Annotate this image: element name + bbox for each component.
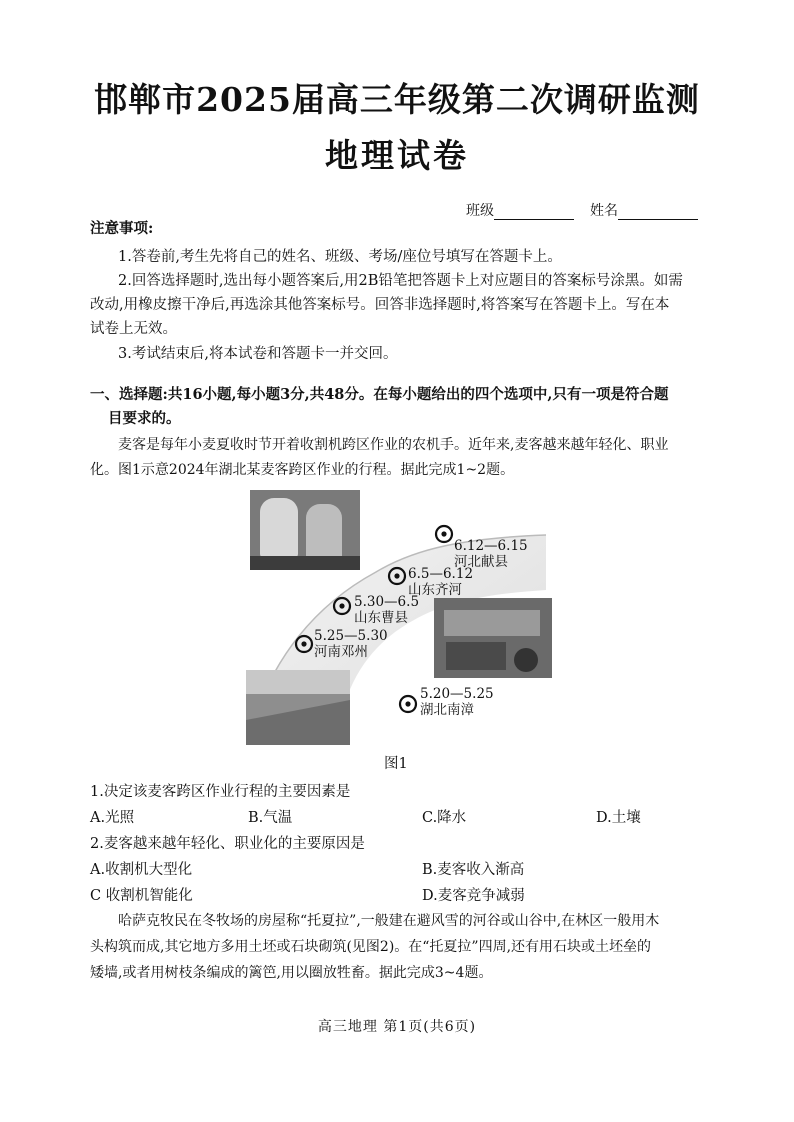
question-option: C 收割机智能化 <box>90 888 193 904</box>
question-stem: 1.决定该麦客跨区作业行程的主要因素是 <box>90 784 351 800</box>
exam-subject: 地理试卷 <box>325 136 469 175</box>
name-blank <box>618 205 698 220</box>
question-option: B.气温 <box>248 810 293 826</box>
name-field <box>590 200 698 220</box>
stop-label: 6.5—6.12 山东齐河 <box>408 566 474 598</box>
location-pin-icon <box>436 526 452 542</box>
stop-label: 5.20—5.25 湖北南漳 <box>420 686 494 718</box>
notice-item: 改动,用橡皮擦干净后,再选涂其他答案标号。回答非选择题时,将答案写在答题卡上。写在本 <box>90 297 670 313</box>
exam-title: 邯郸市2025届高三年级第二次调研监测 <box>94 80 700 119</box>
passage2-line: 矮墙,或者用树枝条编成的篱笆,用以圈放牲畜。据此完成3~4题。 <box>90 965 493 981</box>
stop-label: 5.30—6.5 山东曹县 <box>354 594 420 626</box>
passage2-line: 哈萨克牧民在冬牧场的房屋称“托夏拉”,一般建在避风雪的河谷或山谷中,在林区一般用木 <box>118 913 660 929</box>
figure-caption: 图1 <box>384 756 408 772</box>
passage1-line: 麦客是每年小麦夏收时节开着收割机跨区作业的农机手。近年来,麦客越来越年轻化、职业 <box>118 437 669 453</box>
stop-label: 6.12—6.15 河北献县 <box>454 538 528 570</box>
class-blank <box>494 205 574 220</box>
passage2-line: 头构筑而成,其它地方多用土坯或石块砌筑(见图2)。在“托夏拉”四周,还有用石块或土坯垒的 <box>90 939 652 955</box>
question-option: A.收割机大型化 <box>90 862 193 878</box>
question-option: C.降水 <box>422 810 467 826</box>
passage1-line: 化。图1示意2024年湖北某麦客跨区作业的行程。据此完成1~2题。 <box>90 462 515 478</box>
section-heading-cont: 目要求的。 <box>108 410 181 427</box>
class-field <box>466 200 574 220</box>
question-option: A.光照 <box>90 810 135 826</box>
name-label: 姓名 <box>590 203 618 219</box>
stop-label: 5.25—5.30 河南邓州 <box>314 628 388 660</box>
figure-1 <box>246 490 552 745</box>
question-option: D.土壤 <box>596 810 641 826</box>
question-option: D.麦客竞争减弱 <box>422 888 525 904</box>
question-option: B.麦客收入渐高 <box>422 862 525 878</box>
notice-item: 试卷上无效。 <box>90 321 177 337</box>
class-label: 班级 <box>466 203 494 219</box>
notice-item: 3.考试结束后,将本试卷和答题卡一并交回。 <box>118 346 398 362</box>
question-stem: 2.麦客越来越年轻化、职业化的主要原因是 <box>90 836 365 852</box>
page-footer: 高三地理 第1页(共6页) <box>317 1019 477 1035</box>
section-heading: 一、选择题:共16小题,每小题3分,共48分。在每小题给出的四个选项中,只有一项是符合题 <box>90 386 669 403</box>
location-pin-icon <box>400 696 416 712</box>
notice-item: 2.回答选择题时,选出每小题答案后,用2B铅笔把答题卡上对应题目的答案标号涂黑。如需 <box>118 273 683 289</box>
notice-heading: 注意事项: <box>90 220 154 237</box>
farmers-photo <box>250 490 360 570</box>
notice-item: 1.答卷前,考生先将自己的姓名、班级、考场/座位号填写在答题卡上。 <box>118 249 562 265</box>
